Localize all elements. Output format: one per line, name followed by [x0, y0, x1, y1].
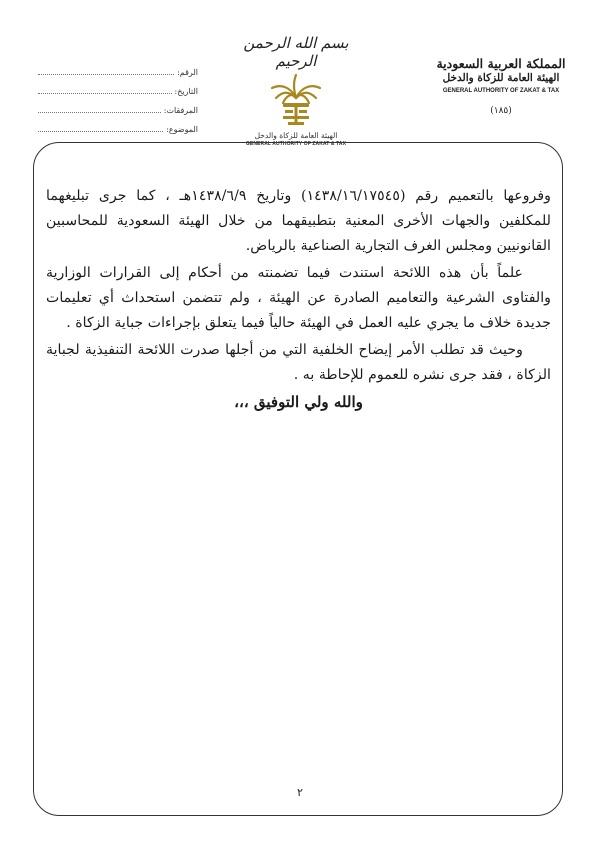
page-number: ٢ — [297, 786, 303, 799]
attachments-label: المرفقات: — [163, 106, 198, 115]
authority-logo — [236, 34, 356, 148]
reference-fields — [38, 58, 198, 134]
body-paragraph: علماً بأن هذه اللائحة استندت فيما تضمنته من أحكام إلى القرارات الوزارية والفتاوى الشرعية والتعاميم الصادرة عن الهيئة ، ولم تتضمن استحداث أي تعليمات جديدة خلاف ما يجري عليه العمل في الهيئة حالياً فيما يتعلق بإجراءات جباية الزكاة . — [46, 265, 551, 331]
letter-body — [46, 184, 551, 417]
kingdom-name: المملكة العربية السعودية — [436, 56, 566, 71]
subject-field-row — [38, 115, 198, 134]
closing-line: والله ولي التوفيق ،،، — [234, 393, 363, 411]
number-field-row — [38, 58, 198, 77]
body-paragraph: وحيث قد تطلب الأمر إيضاح الخلفية التي من أجلها صدرت اللائحة التنفيذية لجباية الزكاة ، فقد جرى نشره للعموم للإحاطة به . — [46, 342, 551, 383]
date-line — [38, 93, 172, 94]
authority-name-english-right: GENERAL AUTHORITY OF ZAKAT & TAX — [442, 88, 560, 94]
letterhead-right — [426, 56, 576, 118]
authority-name-english: GENERAL AUTHORITY OF ZAKAT & TAX — [245, 141, 347, 147]
authority-name-arabic-calligraphy: الهيئة العامة للزكاة والدخل — [442, 72, 560, 84]
subject-label: الموضوع: — [166, 125, 198, 134]
authority-name-arabic: الهيئة العامة للزكاة والدخل — [254, 131, 338, 140]
number-line — [38, 74, 174, 75]
body-paragraph: وفروعها بالتعميم رقم (١٤٣٨/١٦/١٧٥٤٥) وتاريخ ١٤٣٨/٦/٩هـ ، كما جرى تبليغهما للمكلفين والجهات الأخرى المعنية بتطبيقهما من خلال الهيئة السعودية للمحاسبين القانونيين ومجلس الغرف التجارية الصناعية بالرياض. — [46, 188, 552, 254]
subject-line — [38, 131, 163, 132]
basmala-calligraphy: بسم الله الرحمن الرحيم — [243, 34, 349, 70]
attachments-field-row — [38, 96, 198, 115]
date-field-row — [38, 77, 198, 96]
number-label: الرقم: — [177, 68, 198, 77]
date-label: التاريخ: — [174, 87, 198, 96]
palm-emblem-icon — [268, 72, 324, 130]
reference-number: (١٨٥) — [490, 106, 512, 116]
attachments-line — [38, 112, 161, 113]
